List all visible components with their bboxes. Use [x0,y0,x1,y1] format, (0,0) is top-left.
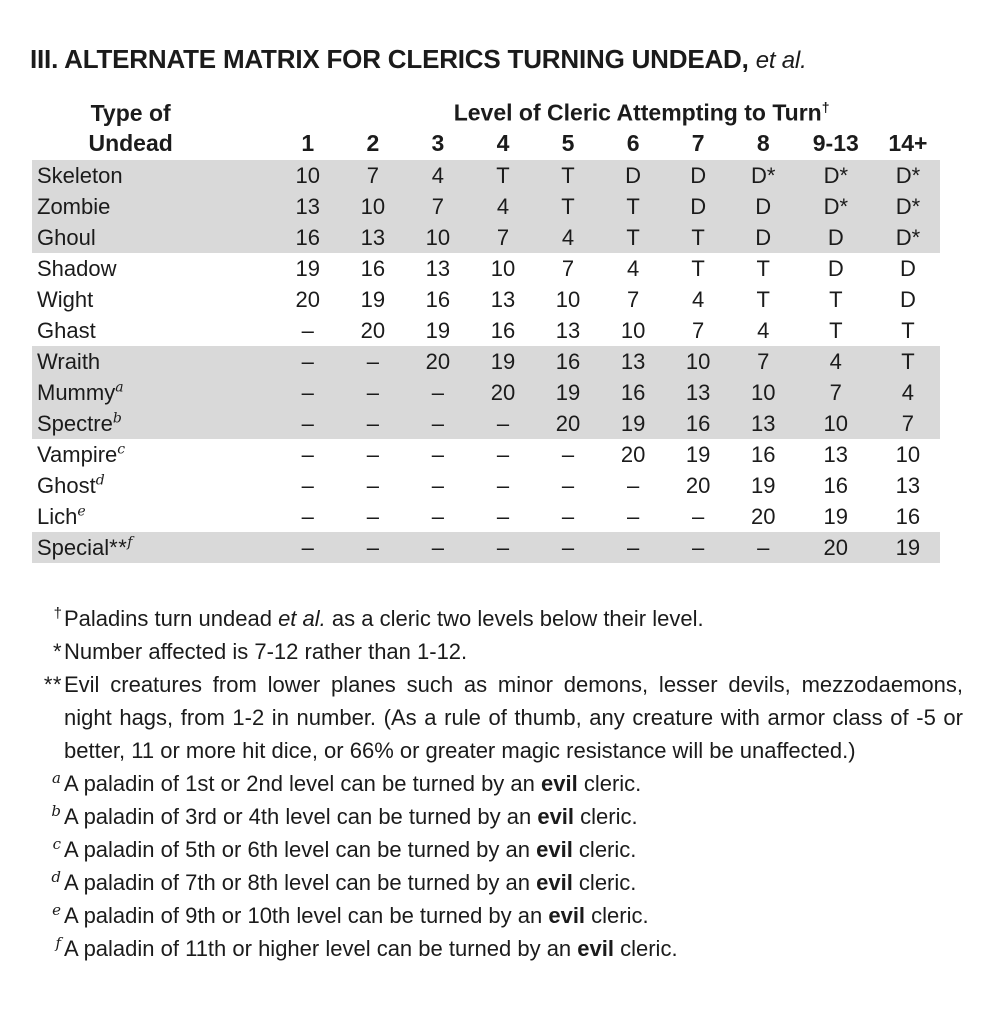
matrix-cell: – [301,379,314,405]
type-of-header: Type of [90,100,171,126]
column-header: 6 [626,130,640,156]
matrix-cell: – [496,534,510,560]
footnote-text [64,800,963,833]
row-label: Spectre$^b$ [37,410,122,436]
footnote-segment: Paladins turn undead [64,606,279,631]
row-label: Mummy$^a$ [37,379,124,405]
matrix-cell: 4 [626,255,640,281]
matrix-cell: 13 [685,379,711,405]
page-title-separator: , [741,44,756,74]
matrix-cell: 7 [692,317,705,343]
row-label: Shadow [37,255,117,281]
page-title [30,44,963,75]
footnote [30,635,963,668]
matrix-cell: D [827,224,844,250]
footnote [30,668,963,767]
matrix-cell: T [561,193,575,219]
table-row [32,253,940,284]
table-row [32,501,940,532]
footnote-marker: f [55,934,61,952]
matrix-cell: 13 [750,410,776,436]
row-label: Vampire$^c$ [37,441,126,467]
matrix-cell: – [301,503,314,529]
matrix-cell: – [496,472,510,498]
page-title-main: III. ALTERNATE MATRIX FOR CLERICS TURNING UNDEAD [30,44,742,74]
row-label: Zombie [37,193,111,219]
column-header: 3 [431,130,445,156]
footnote-emphasis: evil [536,837,573,862]
column-header: 9-13 [812,130,859,156]
cleric-level-span-header [275,99,940,127]
row-label: Skeleton [37,162,123,188]
matrix-cell: 7 [626,286,640,312]
matrix-cell: D* [750,162,776,188]
table-row [32,470,940,501]
footnotes [30,602,963,965]
matrix-cell: 13 [295,193,321,219]
footnote-marker: * [52,639,62,664]
matrix-cell: – [431,503,445,529]
footnote [30,767,963,800]
matrix-cell: 16 [823,472,849,498]
matrix-cell: D [755,193,772,219]
footnote-segment: cleric. [572,837,637,862]
cleric-level-span-header-text: Level of Cleric Attempting to Turn [453,100,822,126]
matrix-cell: 19 [555,379,581,405]
matrix-cell: 16 [490,317,516,343]
footnote-text [64,602,963,635]
footnote-segment: A paladin of 7th or 8th level can be turned by an [64,870,537,895]
row-label: Lich$^e$ [37,503,86,529]
matrix-cell: 16 [555,348,581,374]
matrix-cell: 19 [895,534,921,560]
row-footnote-letter: f [127,534,133,551]
table-row [32,532,940,563]
table-header [32,99,940,160]
matrix-cell: 16 [620,379,646,405]
matrix-cell: D* [895,162,921,188]
matrix-cell: 7 [431,193,445,219]
matrix-cell: 7 [829,379,842,405]
matrix-cell: – [692,503,705,529]
matrix-cell: T [901,348,915,374]
matrix-cell: – [757,534,770,560]
matrix-cell: 4 [692,286,705,312]
matrix-cell: – [301,534,314,560]
footnote-marker: ** [43,672,62,697]
header-row-columns [32,127,940,160]
footnote-segment: cleric. [585,903,649,928]
row-label: Ghast [37,317,96,343]
footnote-emphasis: evil [537,804,575,829]
matrix-cell: D [827,255,844,281]
column-header: 8 [756,130,770,156]
table-row [32,408,940,439]
matrix-cell: 10 [895,441,921,467]
matrix-cell: – [561,472,575,498]
matrix-cell: – [366,348,379,374]
matrix-cell: – [496,441,510,467]
matrix-cell: – [431,472,445,498]
undead-header: Undead [88,130,173,156]
matrix-cell: T [561,162,575,188]
matrix-cell: – [561,503,575,529]
footnote-text [64,932,963,965]
matrix-cell: 7 [496,224,510,250]
matrix-cell: 20 [425,348,451,374]
matrix-cell: 13 [555,317,581,343]
footnote-emphasis: evil [536,870,573,895]
column-header: 2 [366,130,380,156]
footnote [30,602,963,635]
matrix-cell: 16 [750,441,776,467]
matrix-cell: 7 [757,348,770,374]
matrix-cell: – [366,410,379,436]
row-footnote-letter: c [117,441,126,458]
matrix-cell: T [829,286,843,312]
footnote-segment: cleric. [574,804,638,829]
matrix-cell: – [366,441,379,467]
matrix-cell: 7 [901,410,915,436]
matrix-cell: 7 [366,162,379,188]
footnote-text [64,899,963,932]
matrix-cell: D [899,286,916,312]
footnote-segment: A paladin of 11th or higher level can be turned by an [64,936,578,961]
footnote-segment: A paladin of 1st or 2nd level can be turned by an [64,771,541,796]
footnote-marker: a [52,769,61,787]
matrix-cell: – [626,534,640,560]
row-footnote-letter: a [115,379,124,396]
footnote-emphasis: evil [548,903,586,928]
table-row [32,439,940,470]
footnote [30,932,963,965]
matrix-cell: 4 [431,162,445,188]
matrix-cell: 4 [829,348,842,374]
footnote-segment: Evil creatures from lower planes such as minor demons, lesser devils, mezzodaemons, night hags, from 1-2 in number. (As a rule of thumb, any creature with armor class of -5 or better, 11 or more hit dice, or 66% or greater magic resistance will be unaffected.) [64,672,963,763]
matrix-cell: 7 [561,255,575,281]
matrix-cell: – [496,503,510,529]
matrix-cell: T [901,317,915,343]
matrix-cell: T [626,224,640,250]
table-row [32,284,940,315]
matrix-cell: 20 [750,503,776,529]
dagger-footnote-marker: † [821,99,830,116]
matrix-cell: 10 [555,286,581,312]
footnote-segment: cleric. [572,870,637,895]
matrix-cell: D [899,255,916,281]
footnote-italic: et al. [278,606,326,631]
matrix-cell: 19 [823,503,849,529]
table-row [32,346,940,377]
column-header: 4 [496,130,510,156]
column-header: 1 [301,130,315,156]
matrix-cell: 4 [901,379,915,405]
matrix-cell: 19 [360,286,386,312]
table-row [32,191,940,222]
row-footnote-letter: d [95,472,105,489]
column-header: 7 [691,130,705,156]
matrix-cell: – [366,534,379,560]
row-label: Ghost$^d$ [37,472,105,498]
footnote-segment: cleric. [577,771,642,796]
footnote-text [64,635,963,668]
matrix-cell: 4 [561,224,575,250]
matrix-cell: T [691,224,705,250]
footnote-text [64,668,963,767]
matrix-cell: T [829,317,843,343]
footnote-marker: e [52,901,61,919]
matrix-cell: D* [823,193,849,219]
footnote-text [64,833,963,866]
footnote-emphasis: evil [541,771,578,796]
footnote-marker: c [52,835,61,853]
matrix-cell: 10 [823,410,849,436]
matrix-cell: – [301,441,314,467]
matrix-cell: 13 [620,348,646,374]
table-row [32,222,940,253]
matrix-cell: D* [823,162,849,188]
matrix-cell: 4 [496,193,510,219]
matrix-cell: 10 [750,379,776,405]
row-label: Special**$^f$ [37,534,133,560]
matrix-cell: T [626,193,640,219]
matrix-cell: T [756,255,770,281]
page-title-et-al: et al. [755,47,807,74]
footnote-segment: as a cleric two levels below their level. [325,606,704,631]
matrix-cell: T [756,286,770,312]
footnote-marker: † [53,605,62,622]
footnote [30,899,963,932]
footnote-marker: d [51,868,61,886]
matrix-cell: 10 [620,317,646,343]
footnote-text [64,767,963,800]
matrix-cell: T [691,255,705,281]
matrix-cell: 20 [685,472,711,498]
table-body [32,160,940,563]
matrix-cell: – [561,534,575,560]
footnote-text [64,866,963,899]
table-row [32,315,940,346]
matrix-cell: – [366,472,379,498]
row-label: Wight [37,286,94,312]
matrix-cell: 13 [490,286,516,312]
matrix-cell: 16 [360,255,386,281]
matrix-cell: 10 [685,348,711,374]
matrix-cell: – [431,379,445,405]
matrix-cell: – [561,441,575,467]
row-footnote-marker: ** [109,534,128,560]
footnote [30,866,963,899]
matrix-cell: 19 [685,441,711,467]
matrix-cell: – [366,503,379,529]
matrix-cell: – [301,317,314,343]
matrix-cell: D [690,193,707,219]
matrix-cell: – [431,441,445,467]
footnote-segment: A paladin of 5th or 6th level can be turned by an [64,837,537,862]
row-footnote-letter: e [77,503,86,520]
matrix-cell: 10 [360,193,386,219]
header-row-group [32,99,940,127]
row-footnote-letter: b [112,410,122,427]
matrix-cell: 19 [750,472,776,498]
matrix-cell: D* [895,193,921,219]
matrix-cell: – [301,410,314,436]
matrix-cell: D [690,162,707,188]
row-label: Ghoul [37,224,96,250]
footnote-segment: A paladin of 9th or 10th level can be turned by an [64,903,549,928]
matrix-cell: 16 [685,410,711,436]
matrix-cell: 20 [823,534,849,560]
matrix-cell: 10 [490,255,516,281]
matrix-cell: 20 [360,317,386,343]
table-row [32,377,940,408]
matrix-cell: 19 [490,348,516,374]
footnote [30,800,963,833]
matrix-cell: 20 [555,410,581,436]
matrix-cell: – [626,472,640,498]
matrix-cell: 16 [425,286,451,312]
matrix-cell: – [692,534,705,560]
matrix-cell: 16 [895,503,921,529]
matrix-cell: 20 [295,286,321,312]
matrix-cell: 19 [620,410,646,436]
matrix-cell: D [755,224,772,250]
matrix-cell: T [496,162,510,188]
matrix-cell: 16 [295,224,321,250]
footnote-segment: A paladin of 3rd or 4th level can be turned by an [64,804,538,829]
matrix-cell: 13 [360,224,386,250]
matrix-cell: 4 [757,317,770,343]
matrix-cell: – [366,379,379,405]
matrix-cell: – [301,348,314,374]
matrix-cell: 20 [490,379,516,405]
row-label: Wraith [37,348,101,374]
matrix-cell: 13 [425,255,451,281]
matrix-cell: 20 [620,441,646,467]
matrix-cell: D* [895,224,921,250]
footnote-emphasis: evil [577,936,614,961]
matrix-cell: – [301,472,314,498]
matrix-cell: – [431,410,445,436]
matrix-cell: 13 [895,472,921,498]
footnote-segment: Number affected is 7-12 rather than 1-12. [64,639,468,664]
column-header: 14+ [888,130,928,156]
turning-matrix-table [32,99,940,563]
footnote-marker: b [51,802,61,820]
matrix-cell: 10 [425,224,451,250]
column-header: 5 [561,130,575,156]
matrix-cell: D [625,162,642,188]
matrix-cell: – [431,534,445,560]
matrix-cell: 10 [295,162,321,188]
matrix-cell: 19 [425,317,451,343]
matrix-cell: 19 [295,255,321,281]
matrix-cell: 13 [823,441,849,467]
footnote [30,833,963,866]
footnote-segment: cleric. [614,936,678,961]
matrix-cell: – [626,503,640,529]
table-row [32,160,940,191]
matrix-cell: – [496,410,510,436]
